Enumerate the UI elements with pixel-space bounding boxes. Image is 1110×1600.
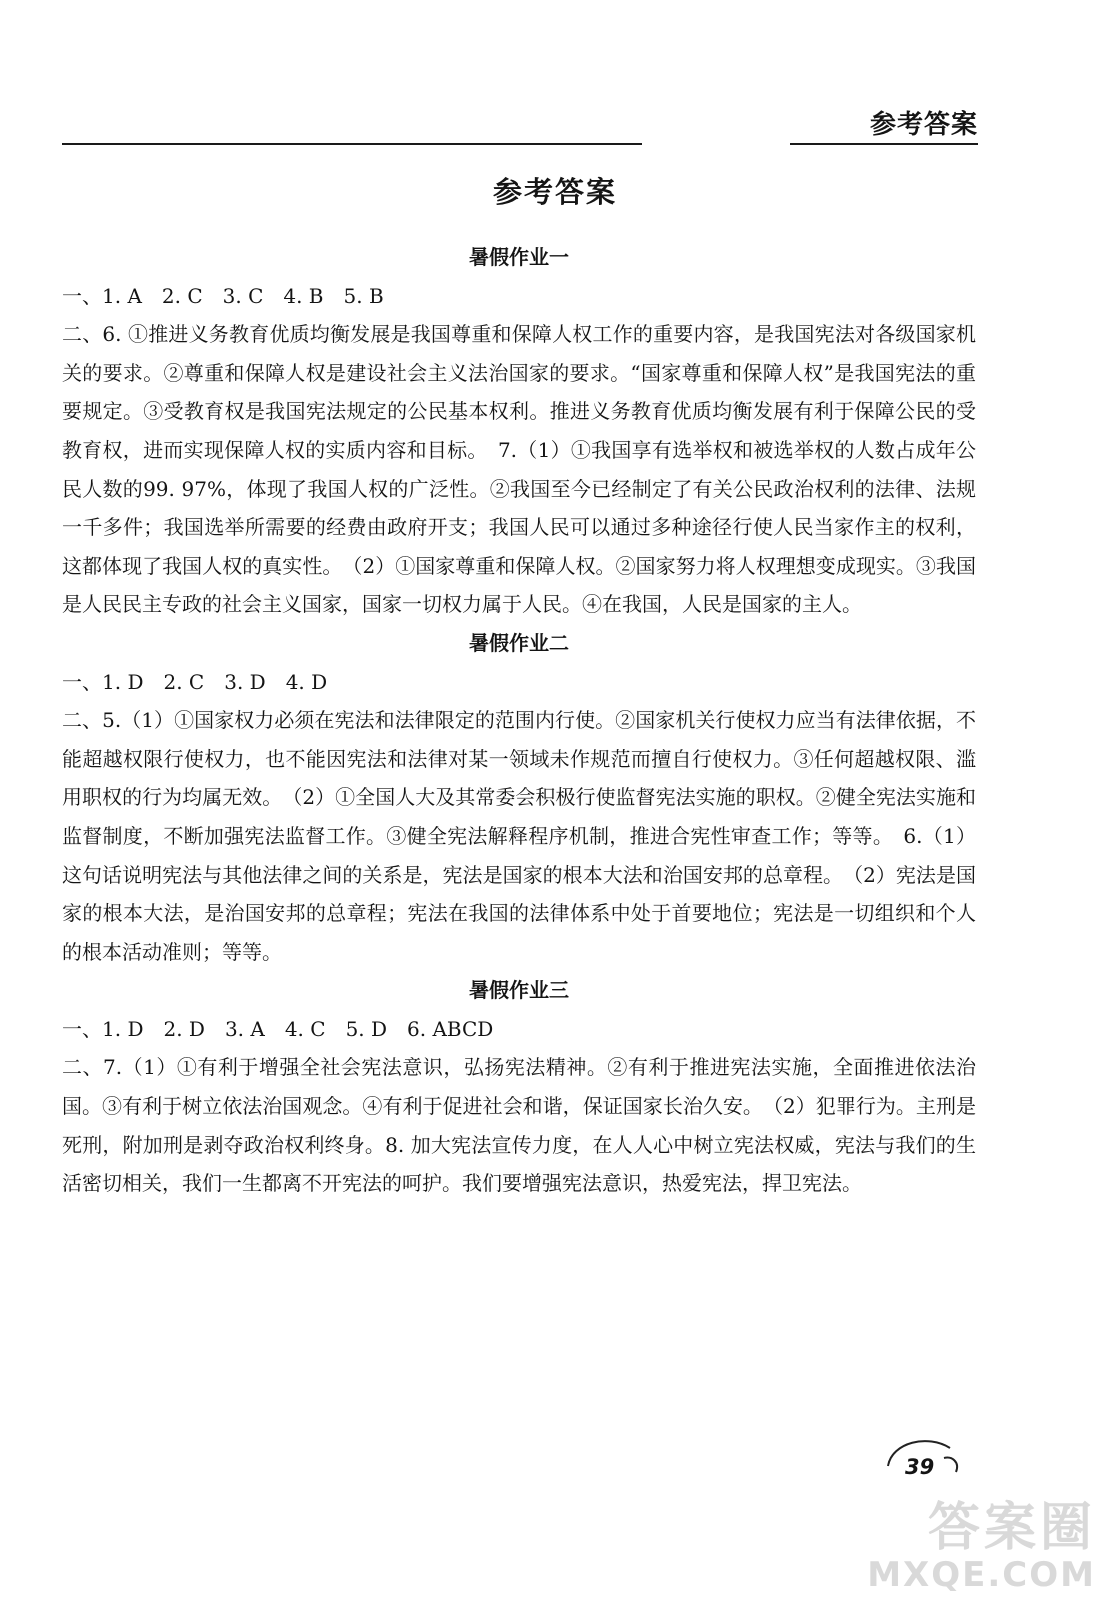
header-rule-left (62, 143, 642, 145)
answer-paragraph: 二、7.（1）①有利于增强全社会宪法意识，弘扬宪法精神。②有利于推进宪法实施，全面推进依法治国。③有利于树立依法治国观念。④有利于促进社会和谐，保证国家长治久安。 （2）犯罪行为。主刑是死刑，附加刑是剥夺政治权利终身。8. 加大宪法宣传力度，在人人心中树立宪法权威，宪法与我们的生活密切相关，我们一生都离不开宪法的呵护。我们要增强宪法意识，热爱宪法，捍卫宪法。 (62, 1055, 976, 1196)
watermark (867, 1500, 1096, 1594)
section-2 (62, 624, 976, 971)
answer-paragraph: 一、1. D 2. C 3. D 4. D (62, 669, 328, 694)
answer-paragraph: 二、6. ①推进义务教育优质均衡发展是我国尊重和保障人权工作的重要内容，是我国宪法对各级国家机关的要求。②尊重和保障人权是建设社会主义法治国家的要求。“国家尊重和保障人权”是我国宪法的重要规定。③受教育权是我国宪法规定的公民基本权利。推进义务教育优质均衡发展有利于保障公民的受教育权，进而实现保障人权的实质内容和目标。 7.（1）①我国享有选举权和被选举权的人数占成年公民人数的99. 97%，体现了我国人权的广泛性。②我国至今已经制定了有关公民政治权利的法律、法规一千多件；我国选举所需要的经费由政府开支；我国人民可以通过多种途径行使人民当家作主的权利，这都体现了我国人权的真实性。 （2）①国家尊重和保障人权。②国家努力将人权理想变成现实。③我国是人民民主专政的社会主义国家，国家一切权力属于人民。④在我国，人民是国家的主人。 (62, 322, 976, 617)
watermark-logo-text: 答案圈 (927, 1498, 1096, 1558)
watermark-url: MXQE.COM (867, 1555, 1096, 1595)
answer-paragraph: 一、1. D 2. D 3. A 4. C 5. D 6. ABCD (62, 1016, 494, 1041)
header-rule-right (790, 143, 978, 145)
section-3 (62, 971, 976, 1203)
page-number: 39 (905, 1455, 935, 1479)
section-title: 暑假作业三 (469, 978, 569, 1003)
answer-content (62, 238, 976, 1203)
section-title: 暑假作业一 (469, 245, 569, 269)
page-title: 参考答案 (492, 175, 617, 209)
answer-paragraph: 二、5.（1）①国家权力必须在宪法和法律限定的范围内行使。②国家机关行使权力应当有法律依据，不能超越权限行使权力，也不能因宪法和法律对某一领域未作规范而擅自行使权力。③任何超越权限、滥用职权的行为均属无效。 （2）①全国人大及其常委会积极行使监督宪法实施的职权。②健全宪法实施和监督制度，不断加强宪法监督工作。③健全宪法解释程序机制，推进合宪性审查工作；等等。 6.（1）这句话说明宪法与其他法律之间的关系是，宪法是国家的根本大法和治国安邦的总章程。 （2）宪法是国家的根本大法，是治国安邦的总章程；宪法在我国的法律体系中处于首要地位；宪法是一切组织和个人的根本活动准则；等等。 (62, 708, 976, 964)
section-1 (62, 238, 976, 624)
running-header: 参考答案 (869, 110, 978, 140)
section-title: 暑假作业二 (469, 630, 569, 655)
answer-paragraph: 一、1. A 2. C 3. C 4. B 5. B (62, 283, 384, 308)
